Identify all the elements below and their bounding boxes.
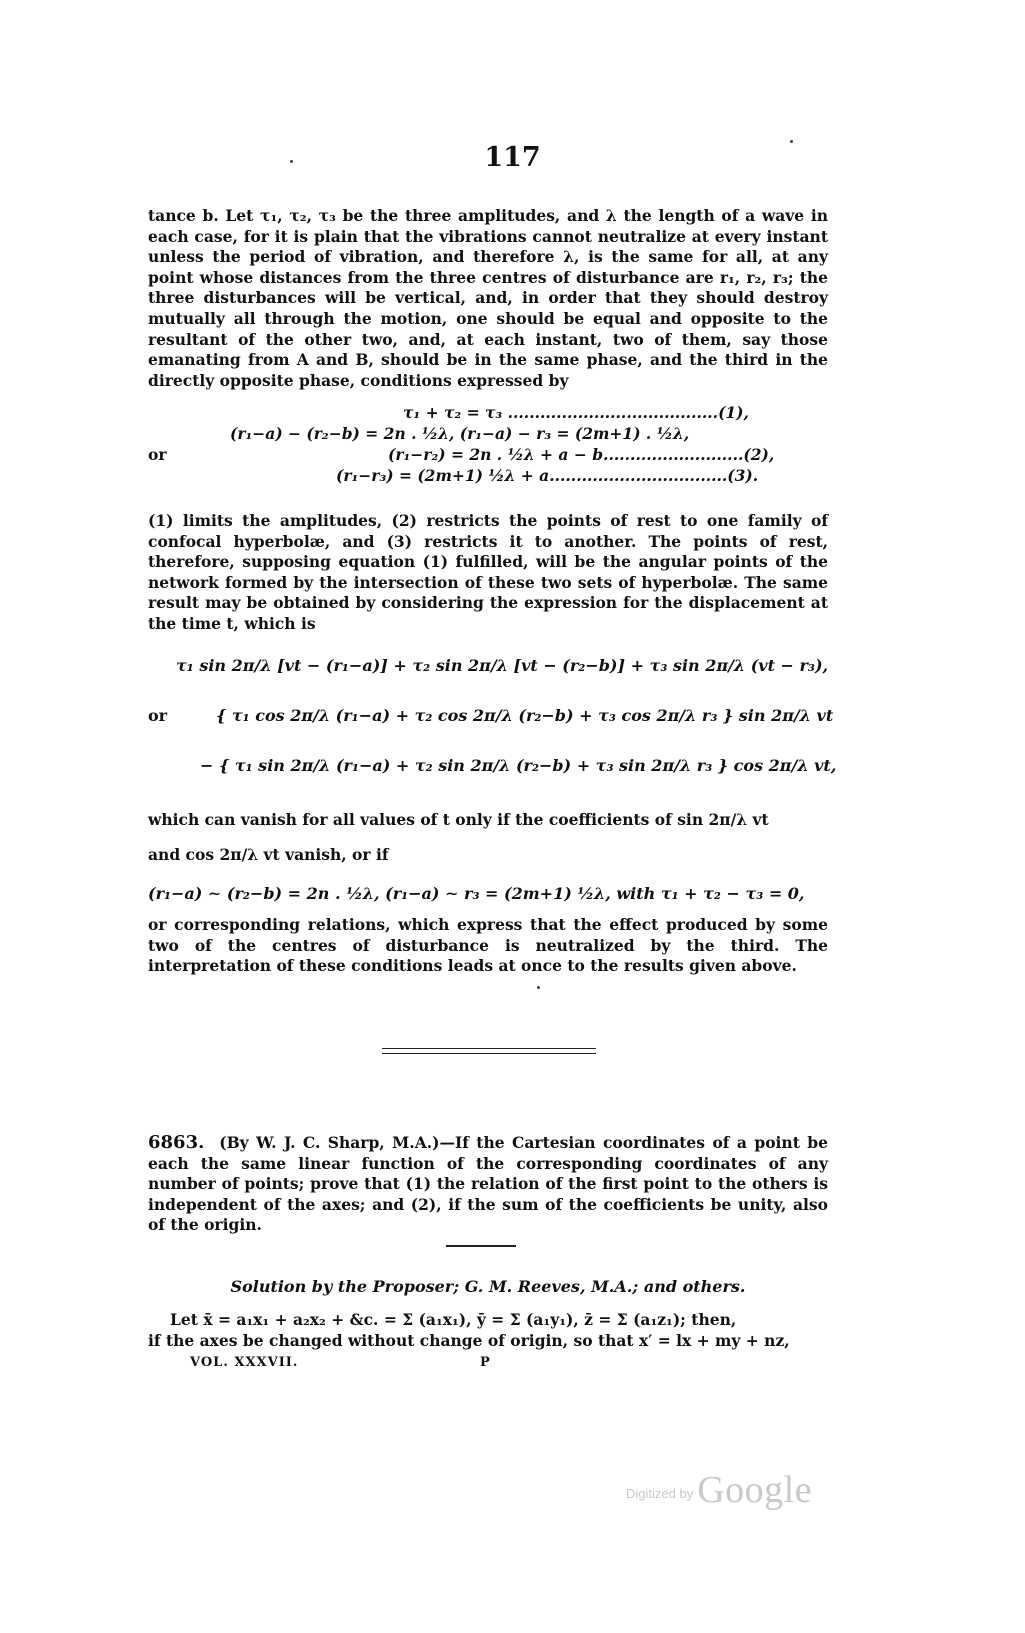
paragraph-3-line-1: which can vanish for all values of t only if the coefficients of sin 2π/λ vt: [148, 810, 769, 829]
paragraph-3: [148, 810, 828, 831]
problem-6863: [148, 1133, 828, 1236]
equation-2: [148, 445, 828, 466]
watermark-digitized-by: Digitized by: [626, 1486, 694, 1501]
paragraph-1: [148, 206, 828, 391]
digitized-watermark: [626, 1468, 812, 1512]
footer-signature: P: [480, 1355, 491, 1370]
solution-line-1: Let x̄ = a₁x₁ + a₂x₂ + &c. = Σ (a₁x₁), ȳ = Σ (a₁y₁), z̄ = Σ (a₁z₁); then,: [170, 1310, 737, 1329]
solution-divider: [446, 1245, 516, 1247]
displacement-equation-2-body: { τ₁ cos 2π/λ (r₁−a) + τ₂ cos 2π/λ (r₂−b) + τ₃ cos 2π/λ r₃ } sin 2π/λ vt: [216, 706, 834, 725]
equation-aux: [148, 424, 828, 445]
equation-3-body: (r₁−r₃) = (2m+1) ½λ + a.................................(3).: [336, 466, 759, 485]
equation-aux-body: (r₁−a) − (r₂−b) = 2n . ½λ, (r₁−a) − r₃ = (2m+1) . ½λ,: [230, 424, 690, 443]
paragraph-3b: [148, 845, 828, 866]
page-number: 117: [484, 142, 541, 173]
displacement-equation-3-body: − { τ₁ sin 2π/λ (r₁−a) + τ₂ sin 2π/λ (r₂−b) + τ₃ sin 2π/λ r₃ } cos 2π/λ vt,: [200, 756, 837, 775]
scan-speck: [537, 986, 540, 989]
solution-text: [148, 1310, 828, 1351]
problem-number: 6863.: [148, 1132, 205, 1153]
paragraph-2-text: (1) limits the amplitudes, (2) restricts the points of rest to one family of confocal hyperbolæ, and (3) restricts it to another. The points of rest, therefore, supposing equation (1) fulfilled, will be the angular points of the network formed by the intersection of these two sets of hyperbolæ. The same result may be obtained by considering the expression for the displacement at the time t, which is: [148, 511, 828, 633]
displacement-equation-1-body: τ₁ sin 2π/λ [vt − (r₁−a)] + τ₂ sin 2π/λ [vt − (r₂−b)] + τ₃ sin 2π/λ (vt − r₃),: [176, 656, 829, 675]
footer-volume: VOL. XXXVII.: [190, 1355, 299, 1370]
solution-line-2: if the axes be changed without change of origin, so that x′ = lx + my + nz,: [148, 1330, 790, 1350]
paragraph-3-line-2: and cos 2π/λ vt vanish, or if: [148, 845, 389, 864]
problem-text: If the Cartesian coordinates of a point be each the same linear function of the corresponding coordinates of any number of points; prove that (1) the relation of the first point to the others is independent of the axes; and (2), if the sum of the coefficients be unity, also of the origin.: [148, 1133, 828, 1235]
displacement-equation-2-prefix: or: [148, 706, 168, 725]
google-logo: Google: [697, 1469, 813, 1511]
problem-statement: [148, 1133, 828, 1236]
vanishing-condition-body: (r₁−a) ∼ (r₂−b) = 2n . ½λ, (r₁−a) ∼ r₃ = (2m+1) ½λ, with τ₁ + τ₂ − τ₃ = 0,: [148, 884, 805, 903]
equation-group-1: [148, 403, 828, 487]
equation-3: [148, 466, 828, 487]
equation-2-body: (r₁−r₂) = 2n . ½λ + a − b..........................(2),: [388, 445, 775, 464]
equation-1: [148, 403, 828, 424]
equation-1-body: τ₁ + τ₂ = τ₃ .......................................(1),: [403, 403, 749, 422]
problem-author: (By W. J. C. Sharp, M.A.)—: [219, 1133, 455, 1152]
paragraph-4: [148, 915, 828, 977]
paragraph-1-text: tance b. Let τ₁, τ₂, τ₃ be the three amplitudes, and λ the length of a wave in each case, for it is plain that the vibrations cannot neutralize at every instant unless the period of vibration, and therefore λ, is the same for all, at any point whose distances from the three centres of disturbance are r₁, r₂, r₃; the three disturbances will be vertical, and, in order that they should destroy mutually all through the motion, one should be equal and opposite to the resultant of the other two, and, at each instant, two of them, say those emanating from A and B, should be in the same phase, and the third in the directly opposite phase, conditions expressed by: [148, 206, 828, 390]
paragraph-4-text: or corresponding relations, which express that the effect produced by some two of the centres of disturbance is neutralized by the third. The interpretation of these conditions leads at once to the results given above.: [148, 915, 828, 976]
equation-2-prefix: or: [148, 445, 167, 464]
section-divider: [382, 1048, 596, 1054]
paragraph-2: [148, 511, 828, 635]
solution-heading: Solution by the Proposer; G. M. Reeves, M.A.; and others.: [230, 1277, 746, 1296]
